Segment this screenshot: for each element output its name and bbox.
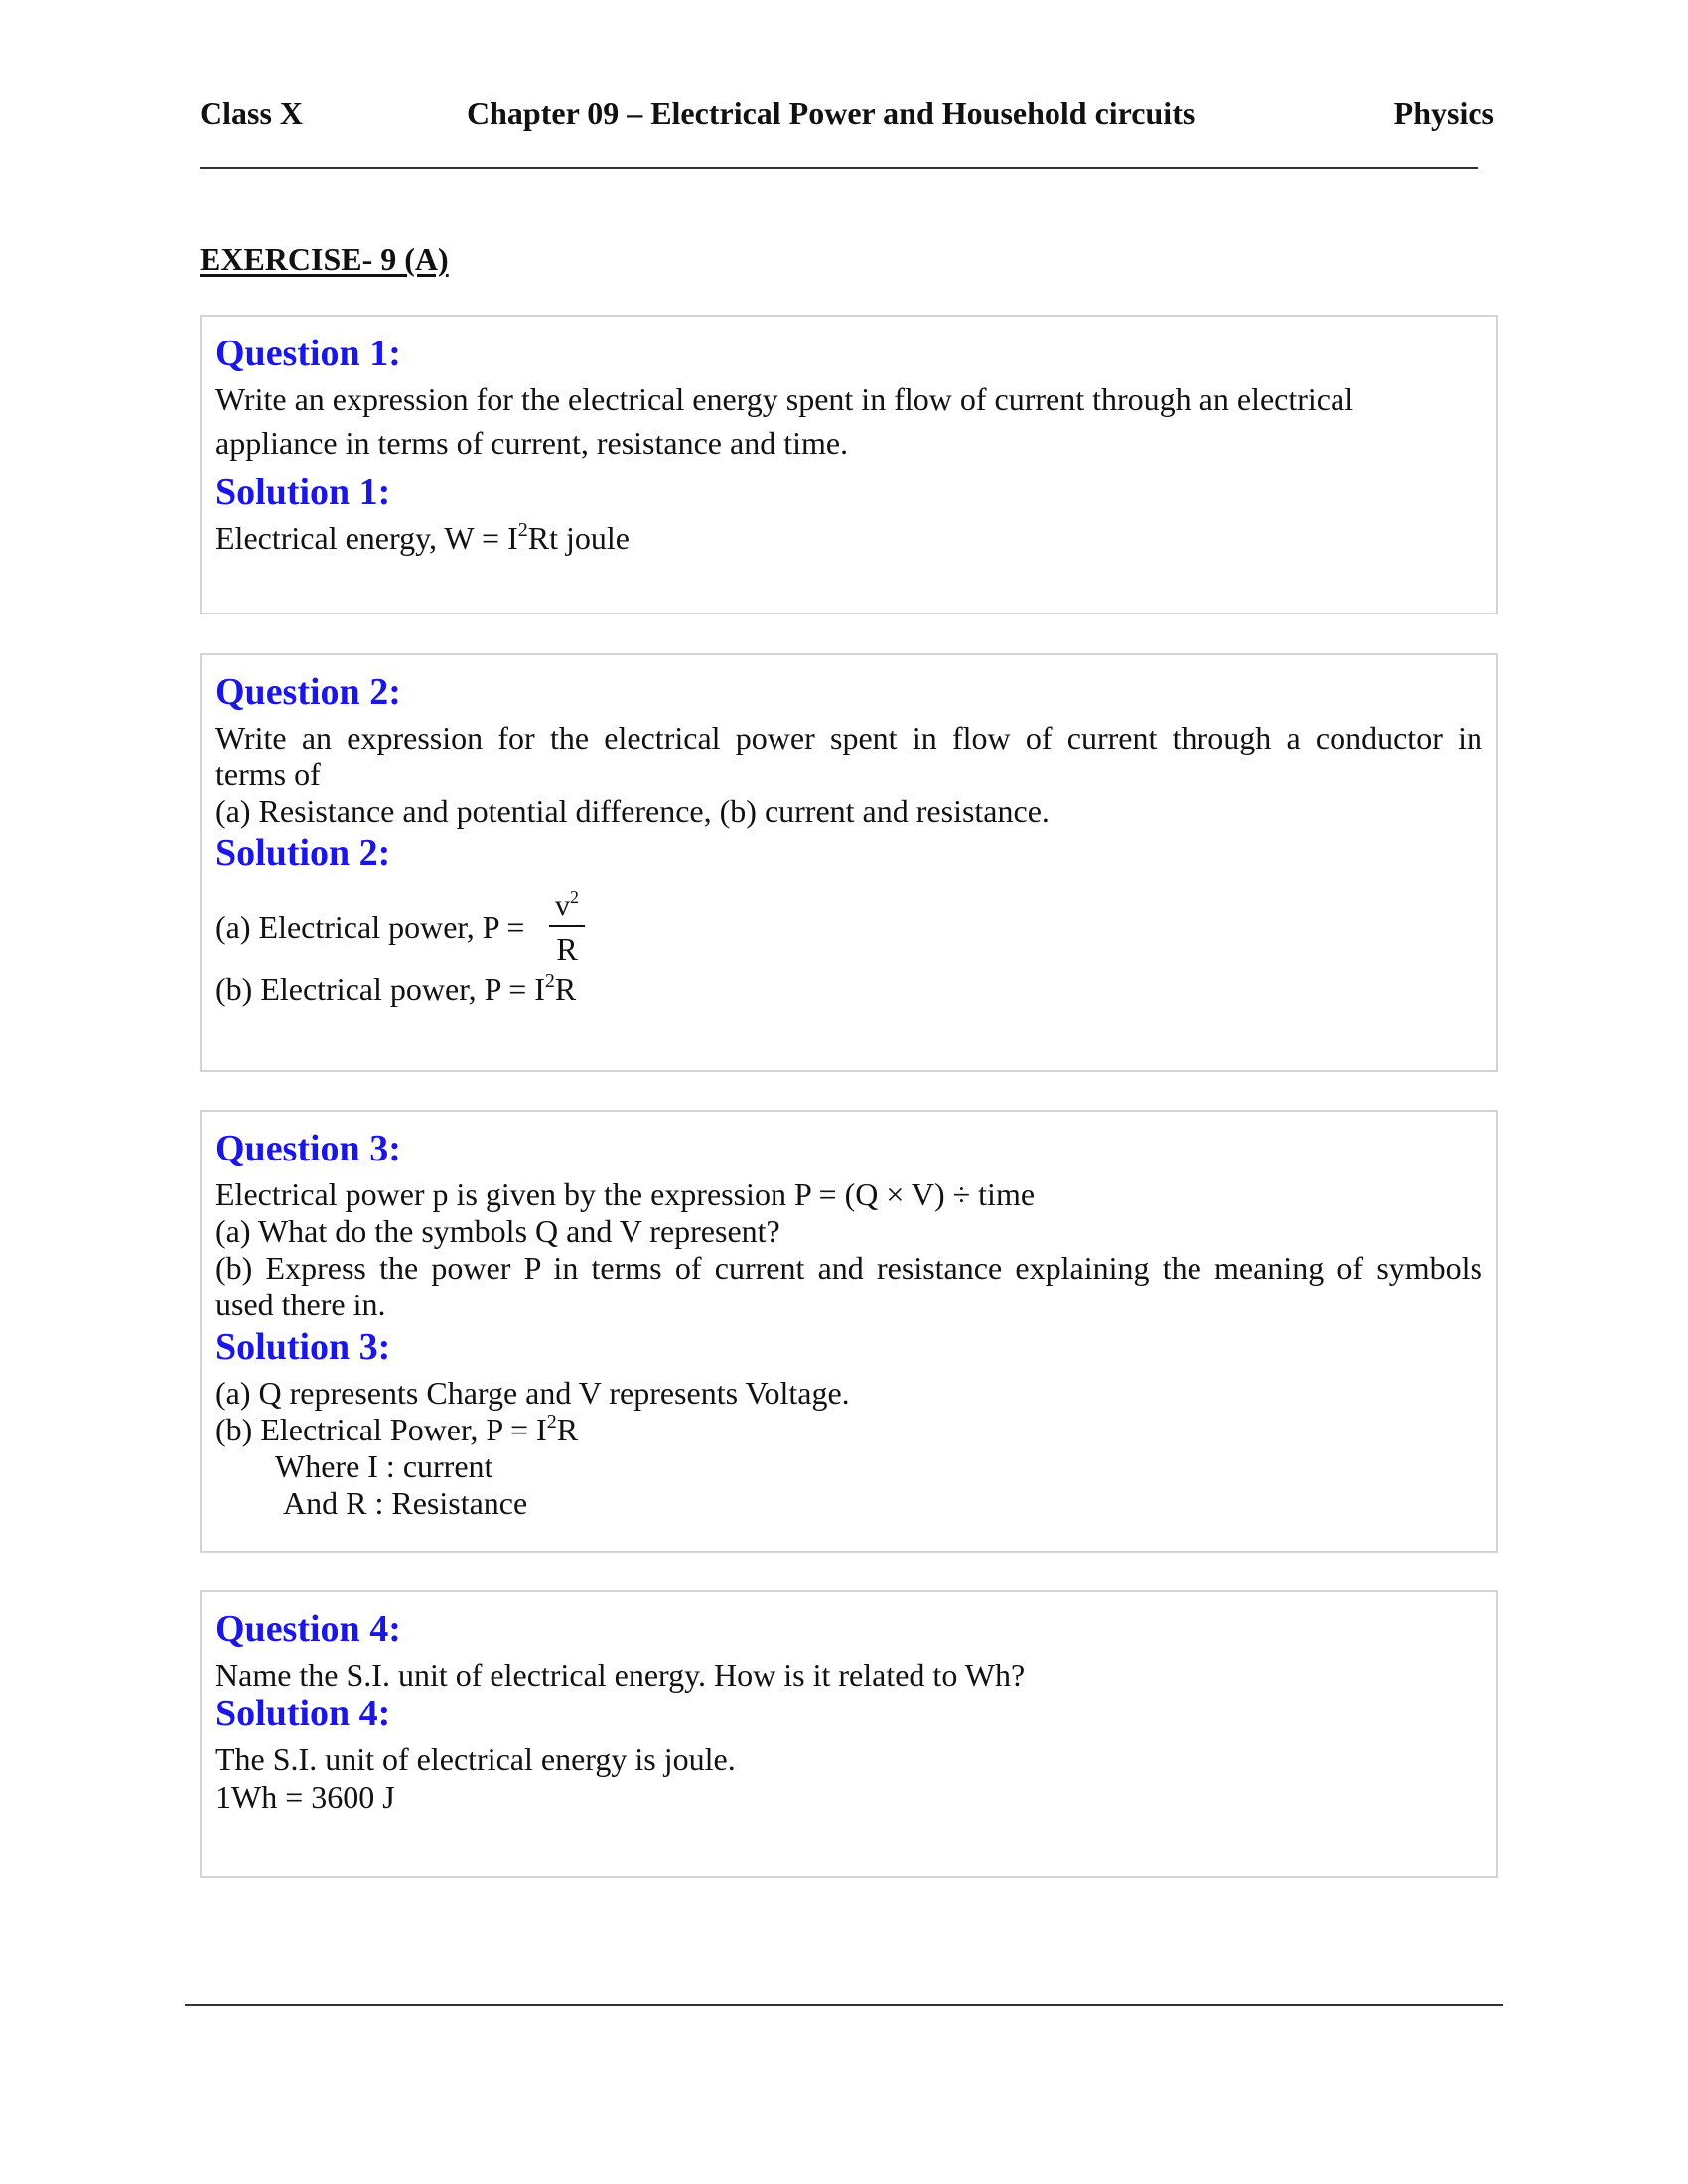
fraction-bar: [549, 925, 585, 927]
solution-3-heading: Solution 3:: [215, 1326, 391, 1368]
solution-1-heading: Solution 1:: [215, 472, 391, 513]
solution-4-heading: Solution 4:: [215, 1693, 391, 1734]
solution-2-answer-a: (a) Electrical power, P =: [215, 909, 525, 945]
solution-4-answer-2: 1Wh = 3600 J: [215, 1779, 395, 1815]
solution-2-answer-b: (b) Electrical power, $P = I^2R$: [215, 970, 577, 1007]
question-2-line-2: terms of: [215, 756, 321, 792]
question-4-heading: Question 4:: [215, 1608, 401, 1650]
solution-3-where-current: Where I : current: [275, 1448, 493, 1484]
solution-3-answer-a: (a) Q represents Charge and V represents Voltage.: [215, 1375, 850, 1411]
question-2-box: [200, 653, 1498, 1072]
question-3-line-3: (b) Express the power P in terms of current and resistance explaining the meaning of symbols: [215, 1250, 1482, 1286]
question-3-line-2: (a) What do the symbols Q and V represent?: [215, 1213, 780, 1249]
question-3-line-4: used there in.: [215, 1287, 386, 1322]
header-class: Class X: [200, 95, 304, 131]
question-1-line-1: Write an expression for the electrical energy spent in flow of current through an electrical: [215, 381, 1354, 417]
fraction-numerator: $v^2$: [555, 887, 579, 922]
question-3-heading: Question 3:: [215, 1128, 401, 1169]
exercise-title: EXERCISE- 9 (A): [200, 241, 449, 277]
question-1-line-2: appliance in terms of current, resistance and time.: [215, 425, 849, 461]
question-2-line-3: (a) Resistance and potential difference, (b) current and resistance.: [215, 793, 1050, 829]
question-1-heading: Question 1:: [215, 333, 401, 374]
solution-1-answer: Electrical energy, $W = I^2Rt$ joule: [215, 519, 630, 556]
header-chapter-title: Chapter 09 – Electrical Power and Household circuits: [467, 95, 1196, 131]
question-3-line-1: Electrical power p is given by the expression P = (Q × V) ÷ time: [215, 1176, 1036, 1212]
solution-3-where-resistance: And R : Resistance: [283, 1485, 528, 1521]
solution-2-heading: Solution 2:: [215, 832, 391, 874]
question-2-line-1: Write an expression for the electrical power spent in flow of current through a conductor in: [215, 720, 1482, 755]
footer-rule: [185, 2004, 1503, 2006]
power-fraction: [549, 887, 585, 967]
solution-4-answer-1: The S.I. unit of electrical energy is joule.: [215, 1741, 736, 1777]
header-rule: [200, 167, 1478, 169]
question-2-heading: Question 2:: [215, 671, 401, 713]
fraction-denominator: R: [556, 931, 578, 967]
question-3-box: [200, 1110, 1498, 1553]
header-subject: Physics: [1393, 95, 1494, 131]
question-1-box: [200, 315, 1498, 614]
question-4-box: [200, 1590, 1498, 1878]
question-4-line-1: Name the S.I. unit of electrical energy. How is it related to Wh?: [215, 1657, 1026, 1693]
solution-3-answer-b: (b) Electrical Power, $P = I^2R$: [215, 1411, 579, 1447]
